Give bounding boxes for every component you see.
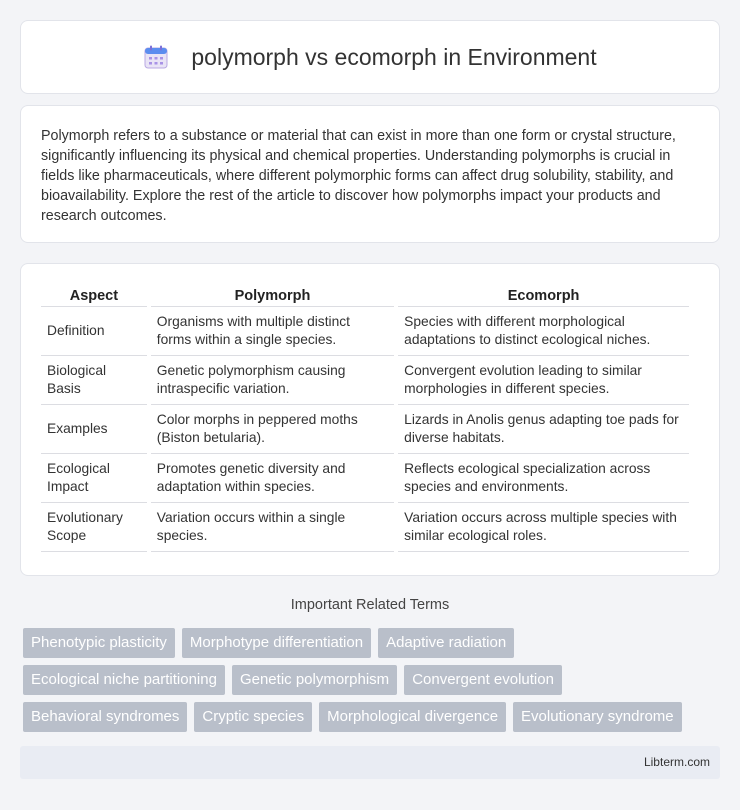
table-row: [41, 503, 689, 552]
footer: [20, 746, 720, 779]
tag-row: [23, 665, 723, 695]
ecomorph-cell: Species with different morphological adaptations to distinct ecological niches.: [398, 307, 689, 356]
table-header-row: [41, 285, 689, 307]
intro-paragraph: Polymorph refers to a substance or material that can exist in more than one form or crystal structure, significantly influencing its physical and chemical properties. Understanding polymorphs is crucial in fields like pharmaceuticals, where different polymorphic forms can affect drug solubility, stability, and bioavailability. Explore the rest of the article to discover how polymorphs impact your products and research outcomes.: [41, 128, 676, 224]
header-card: [20, 20, 720, 94]
polymorph-cell: Promotes genetic diversity and adaptation within species.: [151, 454, 394, 503]
related-term-tag[interactable]: Phenotypic plasticity: [23, 628, 175, 658]
table-row: [41, 405, 689, 454]
column-header-polymorph: Polymorph: [151, 285, 394, 307]
tag-row: [23, 702, 723, 732]
polymorph-cell: Variation occurs within a single species.: [151, 503, 394, 552]
related-term-tag[interactable]: Ecological niche partitioning: [23, 665, 225, 695]
intro-card: [20, 105, 720, 243]
related-term-tag[interactable]: Evolutionary syndrome: [513, 702, 682, 732]
column-header-aspect: Aspect: [41, 285, 147, 307]
related-term-tag[interactable]: Adaptive radiation: [378, 628, 514, 658]
aspect-cell: Definition: [41, 307, 147, 356]
related-terms-list: [23, 628, 723, 739]
aspect-cell: Examples: [41, 405, 147, 454]
ecomorph-cell: Variation occurs across multiple species with similar ecological roles.: [398, 503, 689, 552]
related-term-tag[interactable]: Genetic polymorphism: [232, 665, 397, 695]
aspect-cell: Ecological Impact: [41, 454, 147, 503]
page-title: polymorph vs ecomorph in Environment: [191, 43, 597, 70]
aspect-cell: Evolutionary Scope: [41, 503, 147, 552]
ecomorph-cell: Lizards in Anolis genus adapting toe pads for diverse habitats.: [398, 405, 689, 454]
tag-row: [23, 628, 723, 658]
table-row: [41, 454, 689, 503]
related-term-tag[interactable]: Behavioral syndromes: [23, 702, 187, 732]
related-term-tag[interactable]: Cryptic species: [194, 702, 312, 732]
polymorph-cell: Organisms with multiple distinct forms within a single species.: [151, 307, 394, 356]
polymorph-cell: Genetic polymorphism causing intraspecific variation.: [151, 356, 394, 405]
table-row: [41, 307, 689, 356]
comparison-card: [20, 263, 720, 576]
aspect-cell: Biological Basis: [41, 356, 147, 405]
related-term-tag[interactable]: Convergent evolution: [404, 665, 562, 695]
ecomorph-cell: Reflects ecological specialization across species and environments.: [398, 454, 689, 503]
ecomorph-cell: Convergent evolution leading to similar morphologies in different species.: [398, 356, 689, 405]
column-header-ecomorph: Ecomorph: [398, 285, 689, 307]
related-terms-title: Important Related Terms: [290, 597, 450, 613]
comparison-table: [37, 285, 693, 552]
calendar-icon: [143, 44, 169, 70]
table-row: [41, 356, 689, 405]
polymorph-cell: Color morphs in peppered moths (Biston betularia).: [151, 405, 394, 454]
related-term-tag[interactable]: Morphotype differentiation: [182, 628, 371, 658]
related-term-tag[interactable]: Morphological divergence: [319, 702, 506, 732]
footer-site-link[interactable]: Libterm.com: [643, 755, 710, 769]
